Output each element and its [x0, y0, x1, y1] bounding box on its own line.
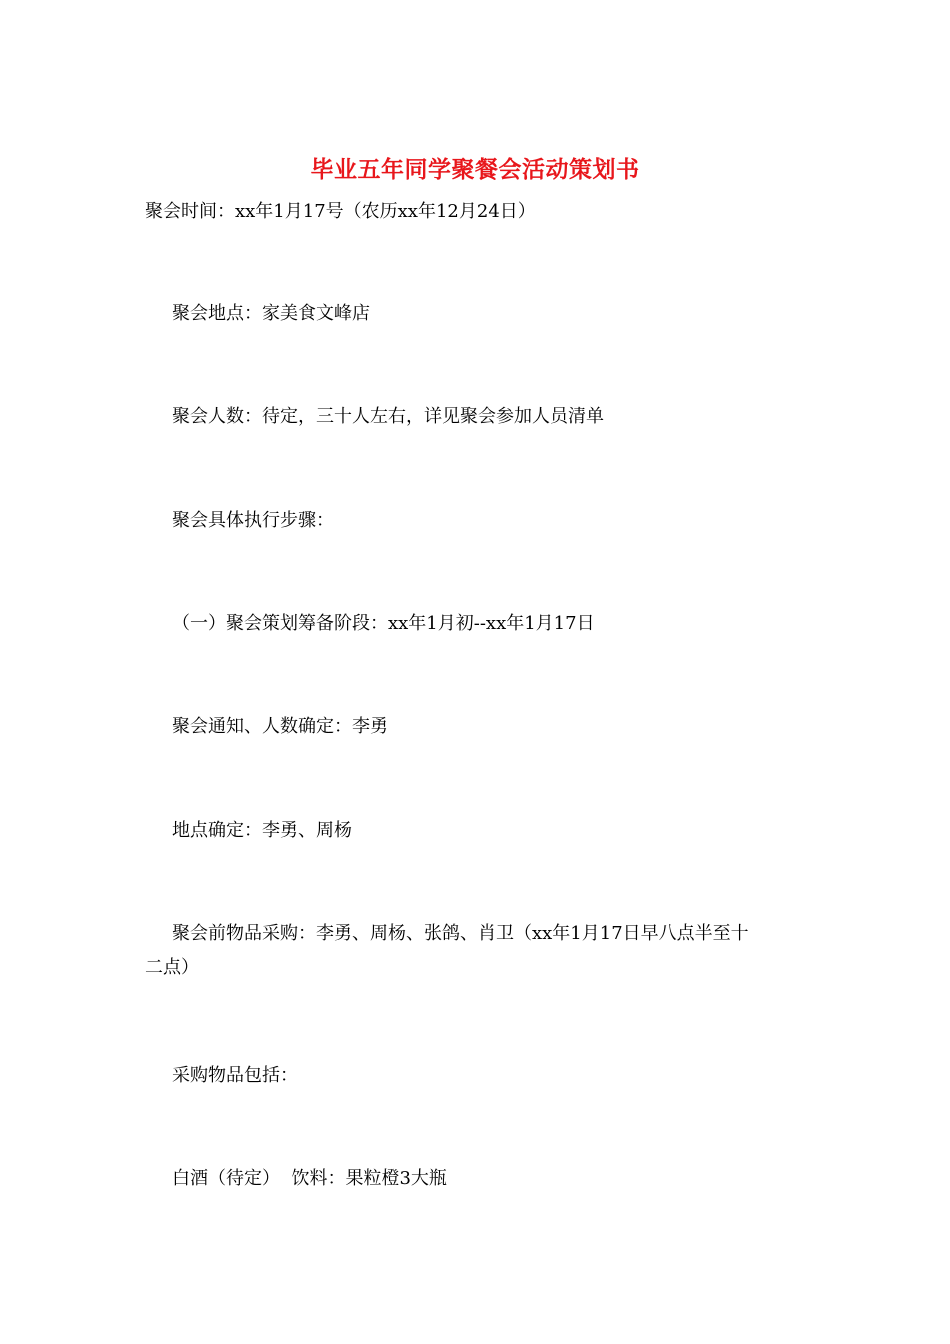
paragraph-purchase-continued: 二点）	[145, 957, 199, 978]
paragraph-steps-heading: 聚会具体执行步骤：	[172, 510, 334, 531]
paragraph-items: 白酒（待定） 饮料：果粒橙3大瓶	[172, 1168, 447, 1189]
paragraph-items-heading: 采购物品包括：	[172, 1065, 298, 1086]
paragraph-purchase: 聚会前物品采购：李勇、周杨、张鸽、肖卫（xx年1月17日早八点半至十	[172, 923, 749, 944]
paragraph-time: 聚会时间：xx年1月17号（农历xx年12月24日）	[145, 201, 536, 222]
paragraph-phase-one: （一）聚会策划筹备阶段：xx年1月初--xx年1月17日	[172, 613, 595, 634]
paragraph-location: 聚会地点：家美食文峰店	[172, 303, 370, 324]
paragraph-notice: 聚会通知、人数确定：李勇	[172, 716, 388, 737]
paragraph-venue: 地点确定：李勇、周杨	[172, 820, 352, 841]
paragraph-attendance: 聚会人数：待定，三十人左右，详见聚会参加人员清单	[172, 406, 604, 427]
document-title: 毕业五年同学聚餐会活动策划书	[310, 156, 640, 183]
